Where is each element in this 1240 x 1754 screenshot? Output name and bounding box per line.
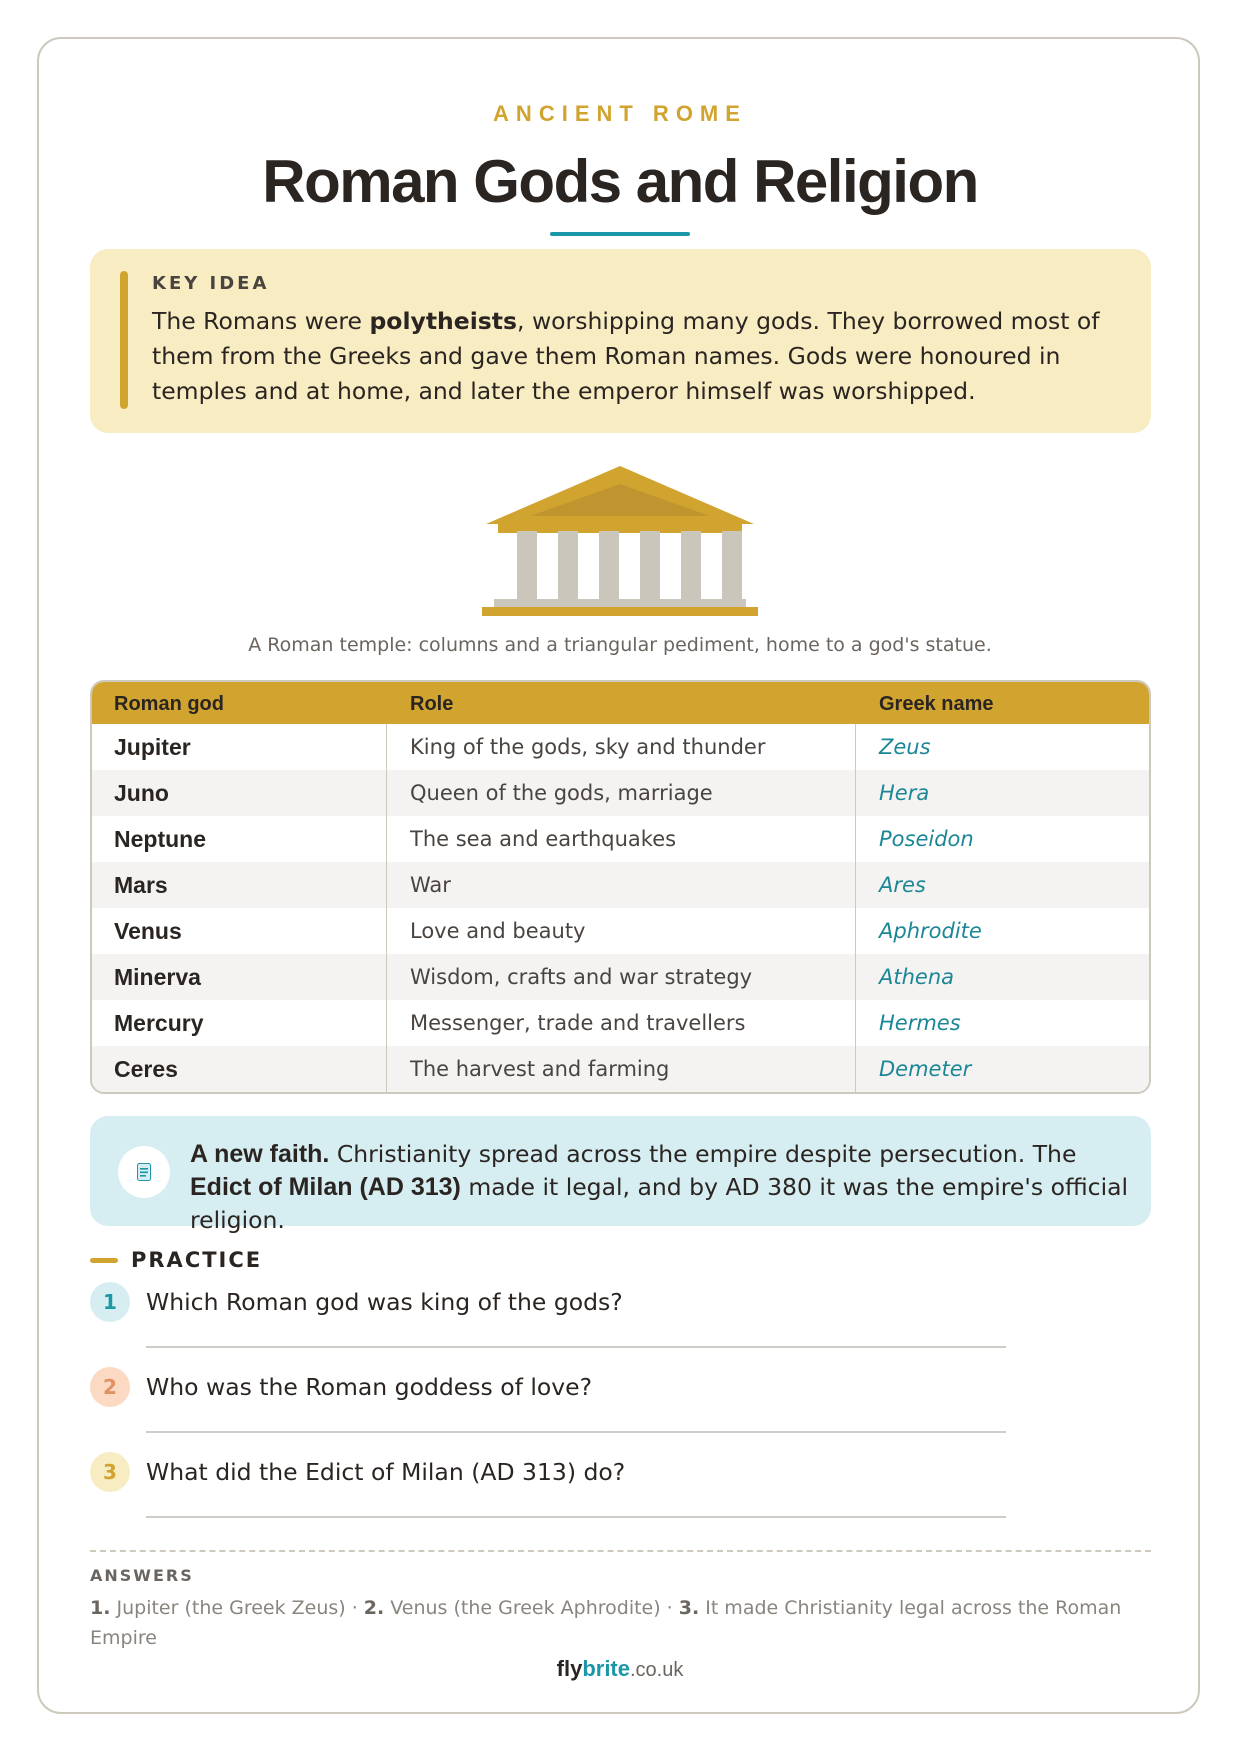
table-row <box>92 908 1149 954</box>
greek-name-cell: Hermes <box>879 1011 961 1035</box>
table-row <box>92 724 1149 770</box>
answers-text: 1. Jupiter (the Greek Zeus) · 2. Venus (the Greek Aphrodite) · 3. It made Christianity legal across the Roman Empire <box>90 1597 1122 1649</box>
table-row <box>92 816 1149 862</box>
question-text: What did the Edict of Milan (AD 313) do? <box>146 1458 626 1486</box>
new-faith-text: A new faith. Christianity spread across the empire despite persecution. The Edict of Milan (AD 313) made it legal, and by AD 380 it was the empire's official religion. <box>190 1140 1129 1234</box>
key-idea-text: The Romans were polytheists, worshipping many gods. They borrowed most of them from the Greeks and gave them Roman names. Gods were honoured in temples and at home, and later the emperor himself was worshipped. <box>152 307 1100 405</box>
answers-divider <box>90 1550 1151 1552</box>
greek-name-cell: Demeter <box>879 1057 972 1081</box>
role-cell: Queen of the gods, marriage <box>410 781 713 805</box>
practice-heading: PRACTICE <box>131 1248 263 1272</box>
roman-god-cell: Neptune <box>114 826 206 852</box>
eyebrow-label: ANCIENT ROME <box>493 101 747 126</box>
roman-god-cell: Mars <box>114 872 168 898</box>
question-number-badge: 2 <box>90 1367 130 1407</box>
column-header-role: Role <box>410 693 454 715</box>
column-divider <box>386 724 387 1092</box>
roman-god-cell: Juno <box>114 780 169 806</box>
table-row <box>92 1000 1149 1046</box>
role-cell: The sea and earthquakes <box>410 827 677 851</box>
question-text: Which Roman god was king of the gods? <box>146 1288 623 1316</box>
greek-name-cell: Poseidon <box>879 827 974 851</box>
roman-god-cell: Ceres <box>114 1056 178 1082</box>
role-cell: Wisdom, crafts and war strategy <box>410 965 753 989</box>
question-text: Who was the Roman goddess of love? <box>146 1373 593 1401</box>
role-cell: The harvest and farming <box>410 1057 670 1081</box>
roman-god-cell: Jupiter <box>114 734 191 760</box>
answer-line[interactable] <box>146 1346 1006 1348</box>
role-cell: King of the gods, sky and thunder <box>410 735 766 759</box>
answer-line[interactable] <box>146 1516 1006 1518</box>
column-header-greek-name: Greek name <box>879 693 994 715</box>
column-header-roman-god: Roman god <box>114 693 224 715</box>
question-number-badge: 3 <box>90 1452 130 1492</box>
greek-name-cell: Ares <box>879 873 926 897</box>
greek-name-cell: Athena <box>879 965 955 989</box>
note-icon-circle <box>118 1146 170 1198</box>
table-row <box>92 954 1149 1000</box>
new-faith-callout <box>90 1116 1151 1234</box>
question-number-badge: 1 <box>90 1282 130 1322</box>
illustration-caption: A Roman temple: columns and a triangular pediment, home to a god's statue. <box>248 634 992 656</box>
roman-god-cell: Venus <box>114 918 182 944</box>
table-row <box>92 862 1149 908</box>
table-row <box>92 1046 1149 1092</box>
roman-god-cell: Minerva <box>114 964 201 990</box>
roman-god-cell: Mercury <box>114 1010 204 1036</box>
key-idea-box <box>90 249 1151 433</box>
table-header <box>92 682 1149 724</box>
brand-logo: flybrite.co.uk <box>556 1656 684 1681</box>
role-cell: Messenger, trade and travellers <box>410 1011 746 1035</box>
title-underline <box>550 232 690 236</box>
page-title: Roman Gods and Religion <box>262 148 978 215</box>
note-icon <box>137 1163 151 1181</box>
answer-line[interactable] <box>146 1431 1006 1433</box>
greek-name-cell: Hera <box>879 781 930 805</box>
role-cell: Love and beauty <box>410 919 586 943</box>
practice-dash <box>90 1258 118 1263</box>
key-idea-label: KEY IDEA <box>152 273 270 294</box>
greek-name-cell: Aphrodite <box>879 919 982 943</box>
column-divider <box>855 724 856 1092</box>
key-idea-accent-bar <box>120 271 128 409</box>
temple-icon <box>480 466 760 616</box>
greek-name-cell: Zeus <box>879 735 931 759</box>
role-cell: War <box>410 873 451 897</box>
table-row <box>92 770 1149 816</box>
gods-table <box>90 680 1151 1094</box>
answers-heading: ANSWERS <box>90 1566 194 1585</box>
